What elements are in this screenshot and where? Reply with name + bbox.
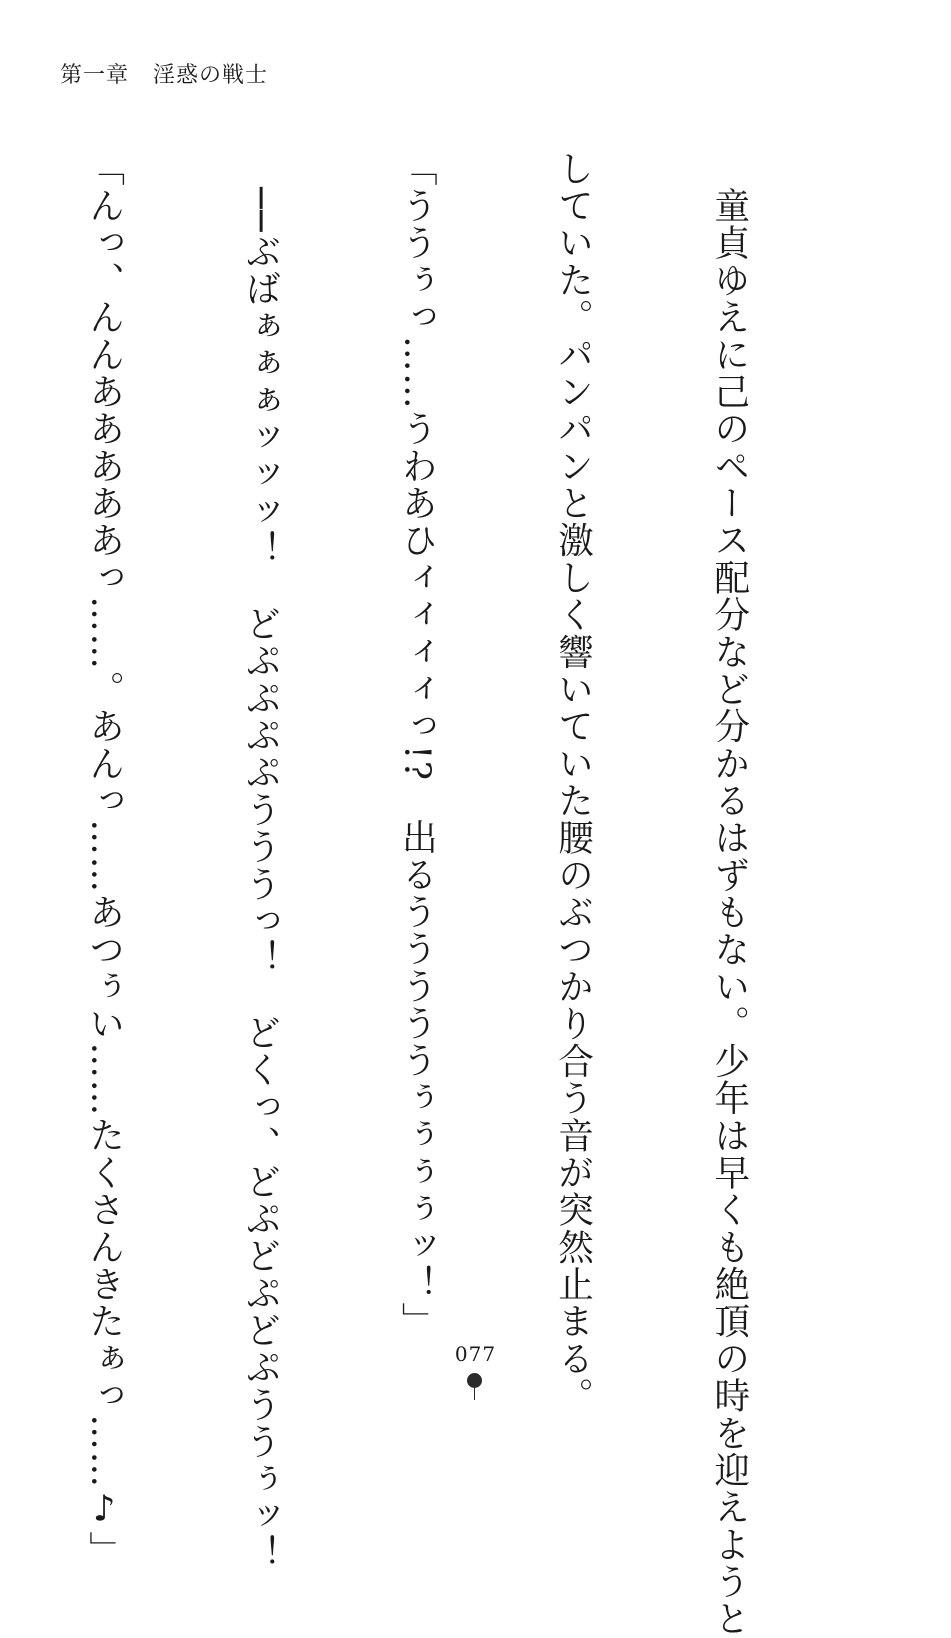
chapter-label: 第一章 bbox=[60, 63, 130, 88]
page-dot-tail bbox=[474, 1388, 475, 1400]
text-line: 「んっ、んんあああああっ……。あんっ……あつぅい……たくさんきたぁっ……♪」 bbox=[83, 150, 125, 1569]
page-number: 077 bbox=[454, 1342, 497, 1366]
text-line: ──ぶばぁぁぁッッッ！ どぷぷぷぷうううっ！ どくっ、どぷどぷどぷううぅッ！ bbox=[239, 150, 281, 1573]
running-header bbox=[60, 58, 268, 89]
text-line: 「ううぅっ……うわあひィィィィっ!? 出るうううううぅぅぅぅッ！」 bbox=[396, 150, 438, 1340]
text-line: していた。パンパンと激しく響いていた腰のぶつかり合う音が突然止まる。 bbox=[552, 150, 594, 1415]
page-dot-ornament bbox=[467, 1373, 482, 1388]
text-line: 童貞ゆえに己のペース配分など分かるはずもない。少年は早くも絶頂の時を迎えようと bbox=[708, 150, 750, 1638]
chapter-title: 淫惑の戦士 bbox=[153, 63, 269, 88]
